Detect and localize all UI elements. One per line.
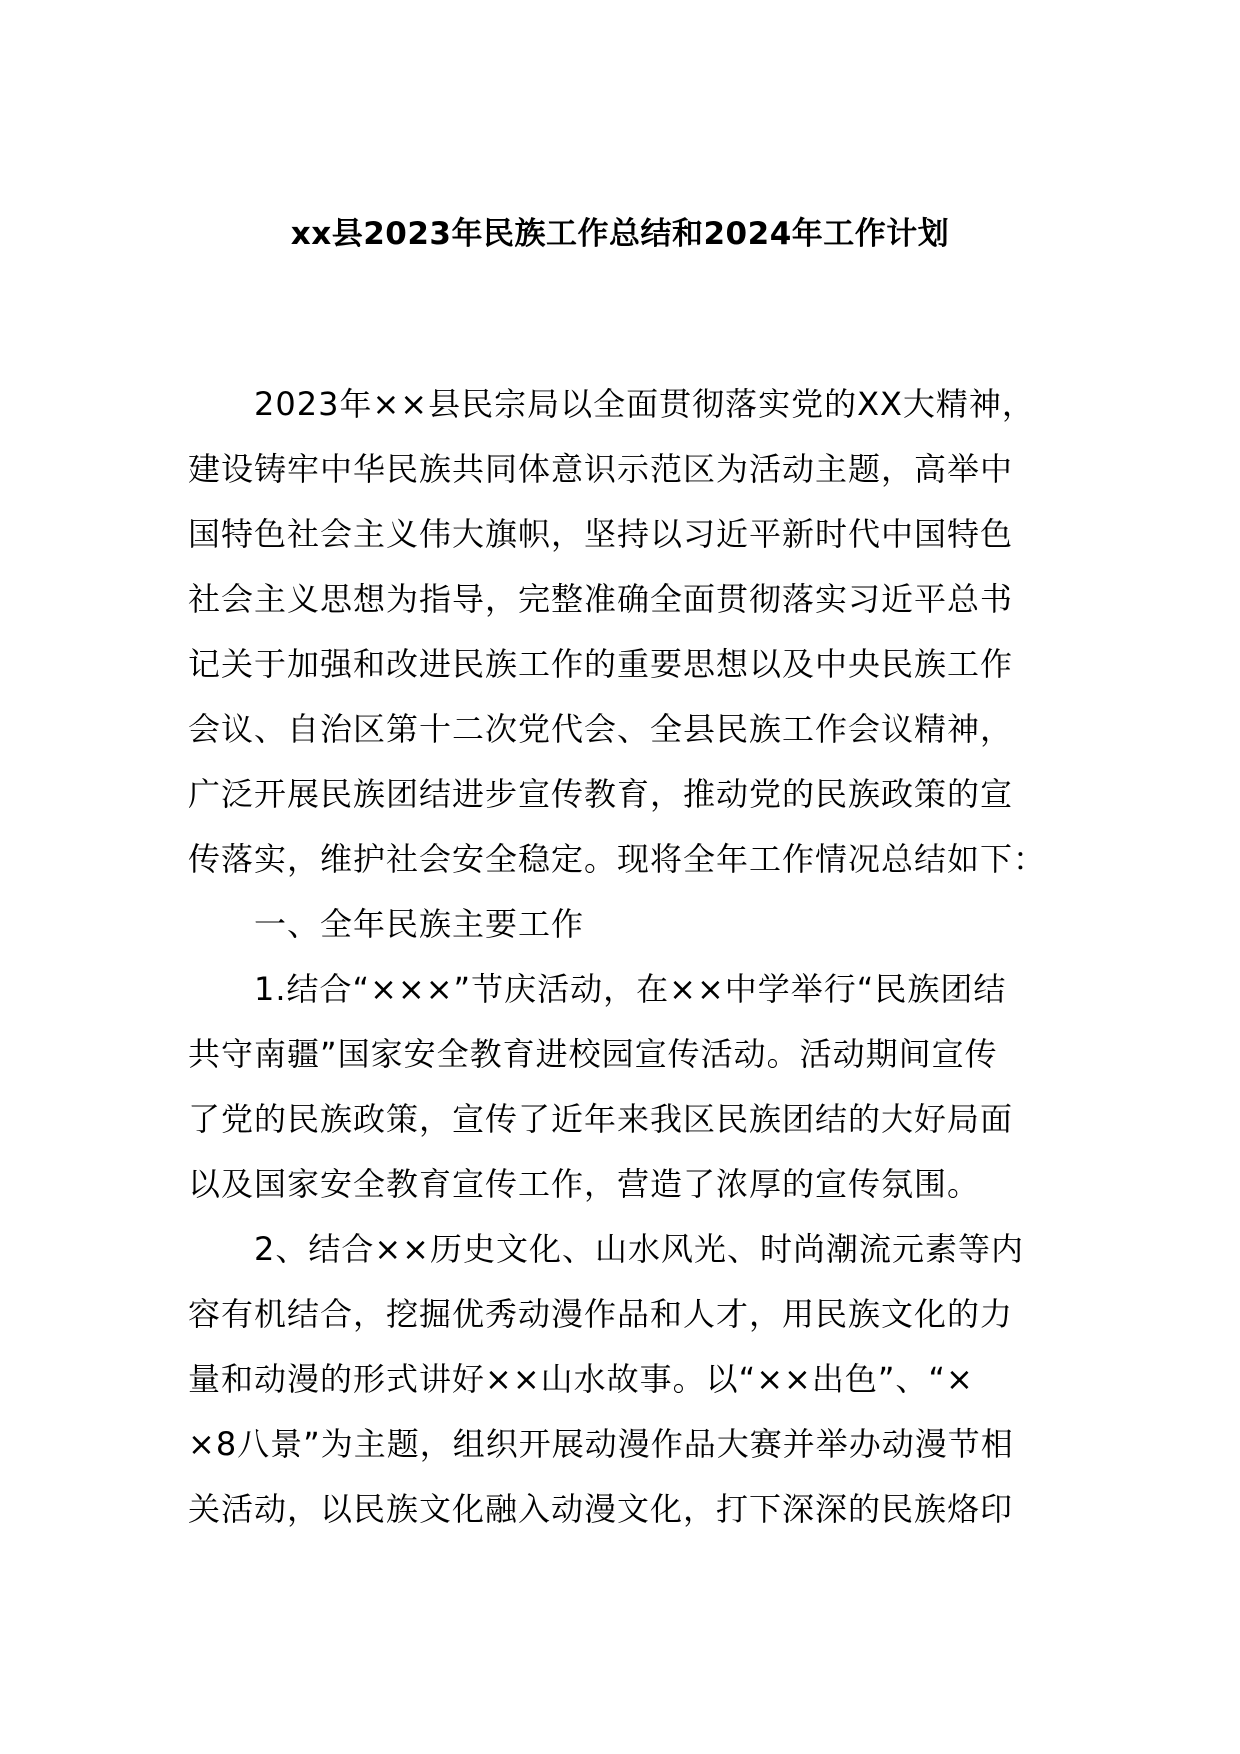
body-line: 会议、自治区第十二次党代会、全县民族工作会议精神， (188, 710, 1014, 748)
body-line: 国特色社会主义伟大旗帜，坚持以习近平新时代中国特色 (188, 515, 1014, 553)
body-line: 广泛开展民族团结进步宣传教育，推动党的民族政策的宣 (188, 775, 1014, 813)
body-line: 1.结合“×××”节庆活动，在××中学举行“民族团结 (254, 970, 1007, 1008)
body-line: 关活动，以民族文化融入动漫文化，打下深深的民族烙印 (188, 1490, 1014, 1528)
body-line: 量和动漫的形式讲好××山水故事。以“××出色”、“× (188, 1360, 974, 1398)
body-line: 以及国家安全教育宣传工作，营造了浓厚的宣传氛围。 (188, 1165, 981, 1203)
body-line: 社会主义思想为指导，完整准确全面贯彻落实习近平总书 (188, 580, 1014, 618)
body-line: 2、结合××历史文化、山水风光、时尚潮流元素等内 (254, 1230, 1024, 1268)
body-line: 建设铸牢中华民族共同体意识示范区为活动主题，高举中 (188, 450, 1014, 488)
body-line: ×8八景”为主题，组织开展动漫作品大赛并举办动漫节相 (188, 1425, 1014, 1463)
body-line: 2023年××县民宗局以全面贯彻落实党的XX大精神， (254, 385, 1035, 423)
body-line: 传落实，维护社会安全稳定。现将全年工作情况总结如下： (188, 840, 1047, 878)
body-line: 一、全年民族主要工作 (254, 905, 585, 943)
body-line: 共守南疆”国家安全教育进校园宣传活动。活动期间宣传 (188, 1035, 998, 1073)
document-title: xx县2023年民族工作总结和2024年工作计划 (290, 216, 950, 252)
body-line: 了党的民族政策，宣传了近年来我区民族团结的大好局面 (188, 1100, 1014, 1138)
body-line: 记关于加强和改进民族工作的重要思想以及中央民族工作 (188, 645, 1014, 683)
body-line: 容有机结合，挖掘优秀动漫作品和人才，用民族文化的力 (188, 1295, 1014, 1333)
document-body (188, 372, 1088, 1542)
